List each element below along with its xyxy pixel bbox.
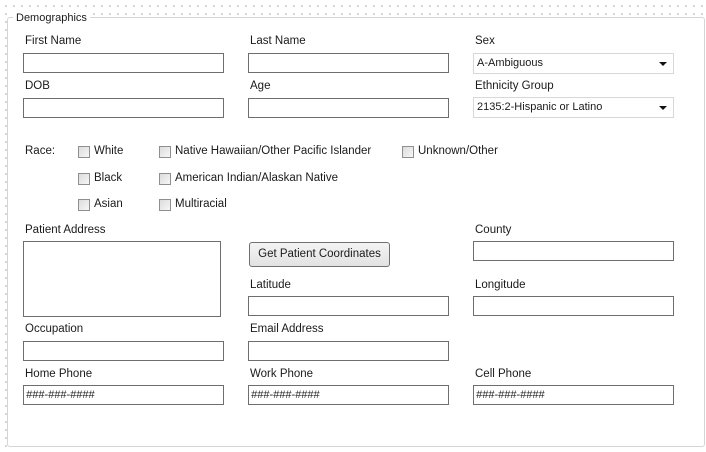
county-input[interactable] [473,241,674,261]
sex-dropdown[interactable] [473,53,674,74]
ethnicity-label: Ethnicity Group [475,80,554,92]
email-label: Email Address [250,323,324,335]
patient-address-label: Patient Address [25,224,106,236]
race-white-checkbox[interactable] [78,146,90,158]
chevron-down-icon [659,62,667,66]
race-black-label[interactable]: Black [94,172,123,184]
first-name-label: First Name [25,35,82,47]
demographics-group [7,17,705,447]
race-american-indian-checkbox[interactable] [159,173,171,185]
demographics-group-title: Demographics [13,11,90,25]
race-unknown-other-checkbox[interactable] [402,146,414,158]
cell-phone-input[interactable]: ###-###-#### [473,385,674,405]
sex-selected-value: A-Ambiguous [477,57,544,69]
race-native-hawaiian-label[interactable]: Native Hawaiian/Other Pacific Islander [175,145,372,157]
occupation-label: Occupation [25,323,84,335]
longitude-label: Longitude [475,279,526,291]
county-label: County [475,224,512,236]
home-phone-label: Home Phone [25,368,93,380]
ethnicity-selected-value: 2135:2-Hispanic or Latino [477,101,603,113]
get-patient-coordinates-button[interactable]: Get Patient Coordinates [249,242,390,267]
race-multiracial-checkbox[interactable] [159,199,171,211]
race-black-checkbox[interactable] [78,173,90,185]
work-phone-label: Work Phone [250,368,314,380]
last-name-input[interactable] [248,53,449,73]
chevron-down-icon [659,106,667,110]
ethnicity-dropdown[interactable] [473,97,674,118]
email-input[interactable] [248,341,449,361]
latitude-input[interactable] [248,296,449,316]
work-phone-input[interactable]: ###-###-#### [248,385,449,405]
dob-input[interactable] [23,98,224,118]
race-asian-label[interactable]: Asian [94,198,123,210]
race-white-label[interactable]: White [94,145,124,157]
home-phone-input[interactable]: ###-###-#### [23,385,224,405]
race-native-hawaiian-checkbox[interactable] [159,146,171,158]
race-label: Race: [25,145,56,157]
patient-address-textarea[interactable] [23,241,221,317]
race-multiracial-label[interactable]: Multiracial [175,198,227,210]
longitude-input[interactable] [473,296,674,316]
cell-phone-label: Cell Phone [475,368,532,380]
first-name-input[interactable] [23,53,224,73]
dob-label: DOB [25,80,50,92]
last-name-label: Last Name [250,35,306,47]
race-asian-checkbox[interactable] [78,199,90,211]
age-label: Age [250,80,271,92]
sex-label: Sex [475,35,495,47]
latitude-label: Latitude [250,279,291,291]
occupation-input[interactable] [23,341,224,361]
age-input[interactable] [248,98,449,118]
race-unknown-other-label[interactable]: Unknown/Other [418,145,498,157]
race-american-indian-label[interactable]: American Indian/Alaskan Native [175,172,338,184]
